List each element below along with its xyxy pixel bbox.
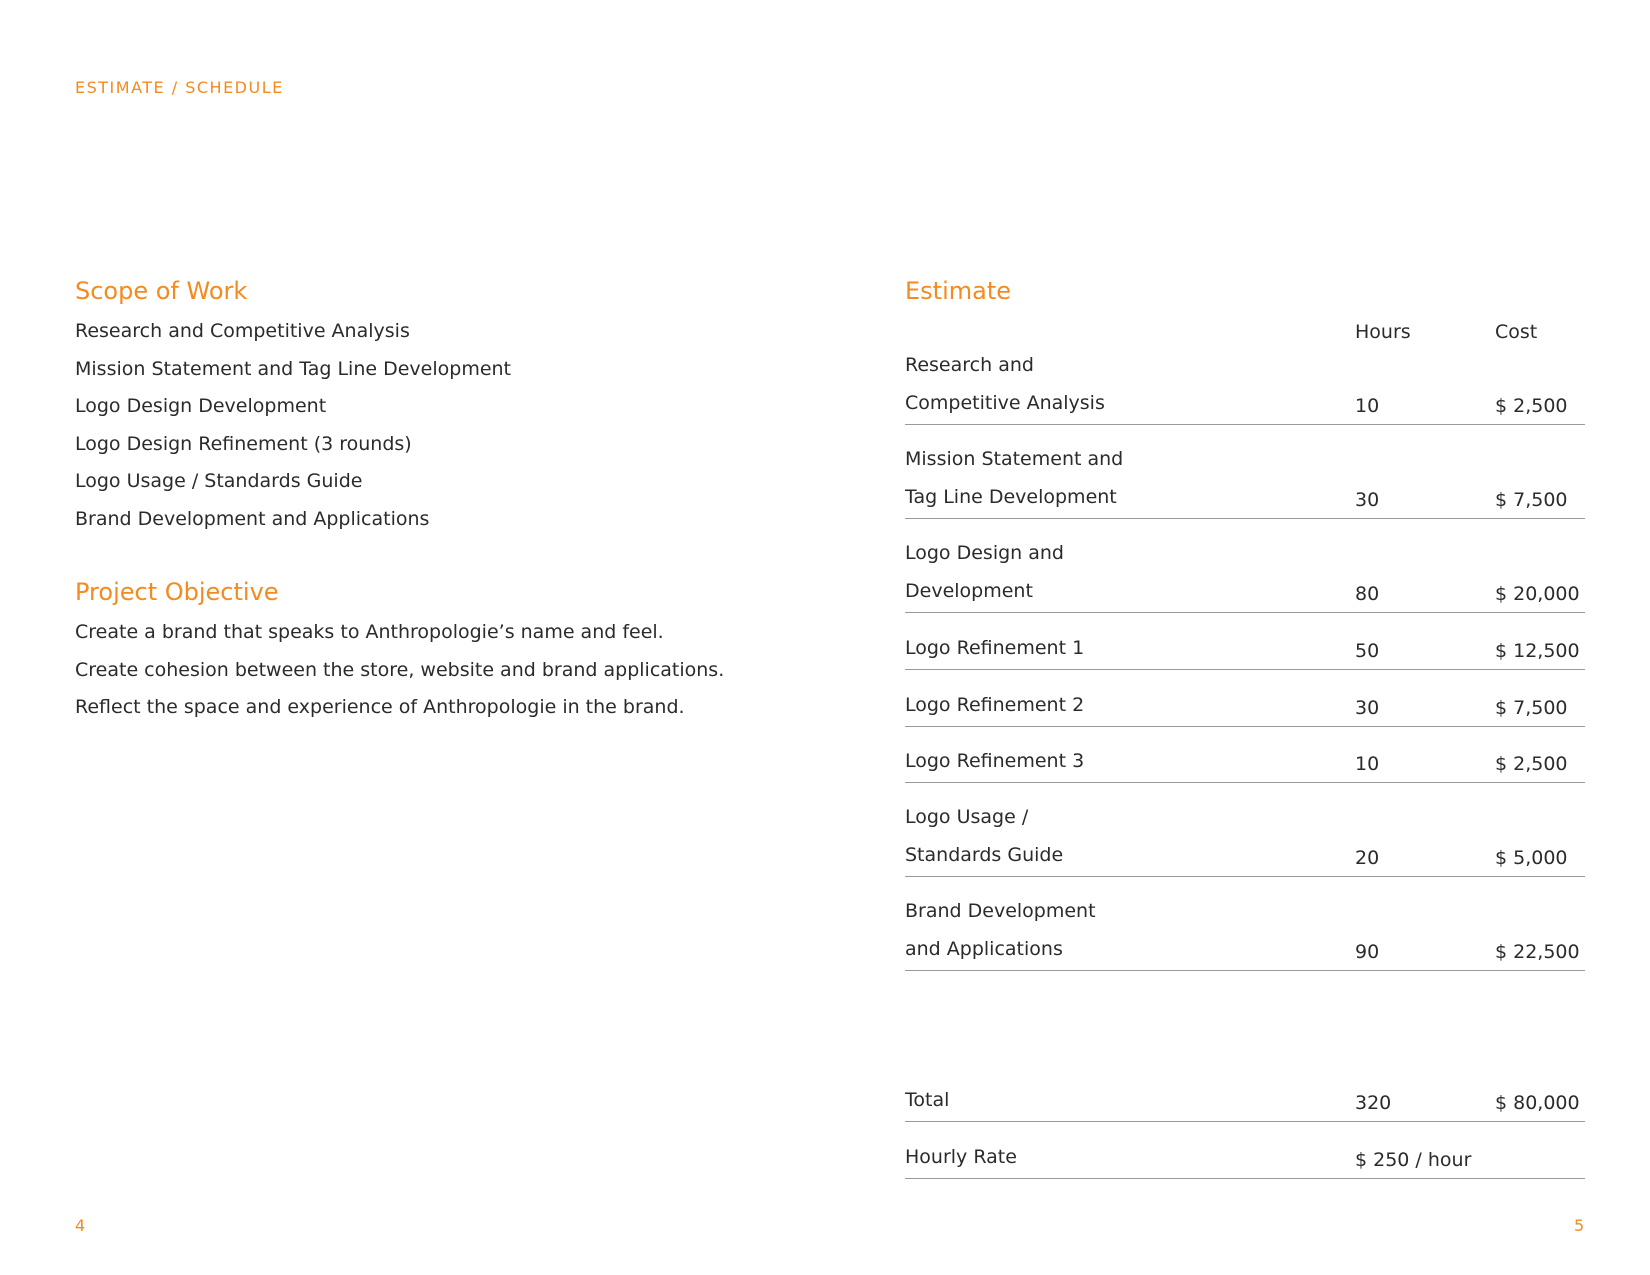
table-row bbox=[905, 540, 1585, 613]
row-hours: 80 bbox=[1355, 583, 1380, 605]
page-header: ESTIMATE / SCHEDULE bbox=[75, 78, 284, 97]
row-cost: $ 5,000 bbox=[1495, 847, 1568, 869]
row-hours: 30 bbox=[1355, 489, 1380, 511]
table-row bbox=[905, 743, 1585, 783]
row-label: Mission Statement and Tag Line Development bbox=[905, 448, 1124, 508]
row-label: Brand Development and Applications bbox=[905, 900, 1096, 960]
estimate-heading: Estimate bbox=[905, 277, 1012, 305]
row-hours: 50 bbox=[1355, 640, 1380, 662]
row-hours: 20 bbox=[1355, 847, 1380, 869]
list-item: Logo Design Refinement (3 rounds) bbox=[75, 432, 412, 455]
list-item: Logo Usage / Standards Guide bbox=[75, 470, 363, 492]
objective-list bbox=[75, 614, 724, 727]
list-item: Create cohesion between the store, website and brand applications. bbox=[75, 658, 725, 681]
right-page-number: 5 bbox=[1574, 1216, 1585, 1235]
row-label: Logo Usage / Standards Guide bbox=[905, 806, 1064, 866]
list-item: Research and Competitive Analysis bbox=[75, 320, 410, 342]
row-label: Logo Refinement 1 bbox=[905, 636, 1085, 659]
row-cost: $ 2,500 bbox=[1495, 753, 1568, 775]
table-row bbox=[905, 352, 1585, 425]
row-cost: $ 22,500 bbox=[1495, 941, 1580, 963]
table-row bbox=[905, 687, 1585, 727]
list-item: Mission Statement and Tag Line Development bbox=[75, 357, 512, 380]
cost-column-header: Cost bbox=[1495, 321, 1538, 343]
table-row bbox=[905, 630, 1585, 670]
list-item: Brand Development and Applications bbox=[75, 507, 430, 530]
total-row bbox=[905, 1082, 1585, 1122]
left-page-number: 4 bbox=[75, 1216, 86, 1235]
row-hours: 10 bbox=[1355, 753, 1380, 775]
row-cost: $ 20,000 bbox=[1495, 583, 1580, 605]
hourly-rate-label: Hourly Rate bbox=[905, 1145, 1017, 1168]
row-hours: 90 bbox=[1355, 941, 1380, 963]
hourly-rate-value: $ 250 / hour bbox=[1355, 1149, 1472, 1171]
row-label: Logo Design and Development bbox=[905, 542, 1064, 602]
scope-list bbox=[75, 313, 511, 538]
list-item: Create a brand that speaks to Anthropologie’s name and feel. bbox=[75, 621, 664, 643]
row-cost: $ 12,500 bbox=[1495, 640, 1580, 662]
hours-column-header: Hours bbox=[1355, 321, 1411, 343]
row-hours: 10 bbox=[1355, 395, 1380, 417]
table-row bbox=[905, 898, 1585, 971]
row-cost: $ 7,500 bbox=[1495, 697, 1568, 719]
row-cost: $ 7,500 bbox=[1495, 489, 1568, 511]
row-cost: $ 2,500 bbox=[1495, 395, 1568, 417]
hourly-rate-row bbox=[905, 1139, 1585, 1179]
project-objective-heading: Project Objective bbox=[75, 578, 279, 606]
list-item: Logo Design Development bbox=[75, 395, 327, 417]
row-label: Logo Refinement 3 bbox=[905, 749, 1085, 772]
list-item: Reflect the space and experience of Anthropologie in the brand. bbox=[75, 696, 685, 718]
table-row bbox=[905, 804, 1585, 877]
total-cost: $ 80,000 bbox=[1495, 1092, 1580, 1114]
scope-of-work-heading: Scope of Work bbox=[75, 277, 248, 305]
total-hours: 320 bbox=[1355, 1092, 1392, 1114]
total-label: Total bbox=[905, 1088, 950, 1111]
row-label: Logo Refinement 2 bbox=[905, 693, 1085, 716]
row-label: Research and Competitive Analysis bbox=[905, 354, 1105, 414]
row-hours: 30 bbox=[1355, 697, 1380, 719]
table-row bbox=[905, 446, 1585, 519]
